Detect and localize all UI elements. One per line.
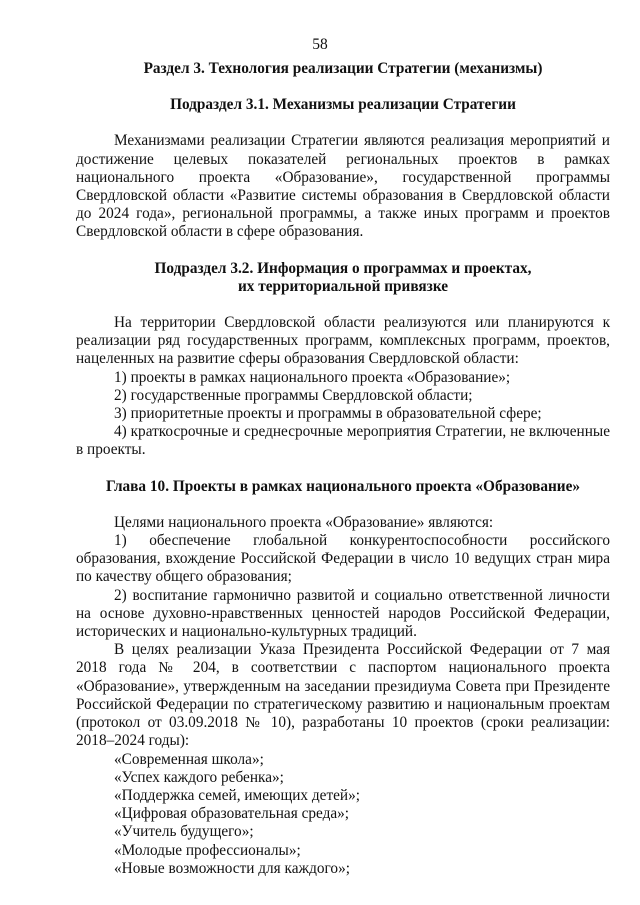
project-item-3: «Поддержка семей, имеющих детей»; — [114, 786, 361, 804]
subsection-3-1-title: Подраздел 3.1. Механизмы реализации Стратегии — [170, 96, 516, 114]
project-item-2: «Успех каждого ребенка»; — [114, 768, 284, 786]
programs-paragraph: На территории Свердловской области реализуются или планируются к реализации ряд государственных программ, комплексных программ, проектов, нацеленных на развитие сферы образования Свердловской области: — [76, 314, 610, 368]
goal-item-1: 1) обеспечение глобальной конкурентоспособности российского образования, вхождение Российской Федерации в число 10 ведущих стран мира по качеству общего образования; — [76, 532, 610, 586]
project-item-7: «Новые возможности для каждого»; — [114, 859, 350, 877]
programs-list-item-2: 2) государственные программы Свердловской области; — [114, 386, 473, 404]
project-item-4: «Цифровая образовательная среда»; — [114, 805, 350, 823]
project-item-6: «Молодые профессионалы»; — [114, 841, 301, 859]
programs-list-item-4: 4) краткосрочные и среднесрочные мероприятия Стратегии, не включенные в проекты. — [76, 423, 610, 459]
page-number: 58 — [312, 36, 328, 53]
project-item-5: «Учитель будущего»; — [114, 823, 254, 841]
page-content — [76, 60, 610, 878]
programs-list-item-3: 3) приоритетные проекты и программы в образовательной сфере; — [114, 405, 542, 423]
subsection-3-2-title-line1: Подраздел 3.2. Информация о программах и проектах, — [154, 259, 532, 277]
decree-paragraph: В целях реализации Указа Президента Российской Федерации от 7 мая 2018 года № 204, в соответствии с паспортом национального проекта «Образование», утвержденным на заседании президиума Совета при Президенте Российской Федерации по стратегическому развитию и национальным проектам (протокол от 03.09.2018 № 10), разработаны 10 проектов (сроки реализации: 2018–2024 годы): — [76, 641, 610, 750]
subsection-3-2-title-line2: их территориальной привязке — [237, 277, 449, 295]
subsection-3-2-title — [76, 260, 610, 296]
section-title: Раздел 3. Технология реализации Стратегии (механизмы) — [143, 60, 543, 77]
programs-list-item-1: 1) проекты в рамках национального проекта «Образование»; — [114, 368, 511, 386]
chapter-10-title: Глава 10. Проекты в рамках национального проекта «Образование» — [105, 477, 581, 495]
mechanisms-paragraph: Механизмами реализации Стратегии являются реализация мероприятий и достижение целевых показателей региональных проектов в рамках национального проекта «Образование», государственной программы Свердловской области «Развитие системы образования в Свердловской области до 2024 года», региональной программы, а также иных программ и проектов Свердловской области в сфере образования. — [76, 132, 610, 241]
goals-intro: Целями национального проекта «Образование» являются: — [114, 513, 494, 531]
goal-item-2: 2) воспитание гармонично развитой и социально ответственной личности на основе духовно-нравственных ценностей народов Российской Федерации, исторических и национально-культурных традиций. — [76, 586, 610, 641]
project-item-1: «Современная школа»; — [114, 750, 264, 768]
